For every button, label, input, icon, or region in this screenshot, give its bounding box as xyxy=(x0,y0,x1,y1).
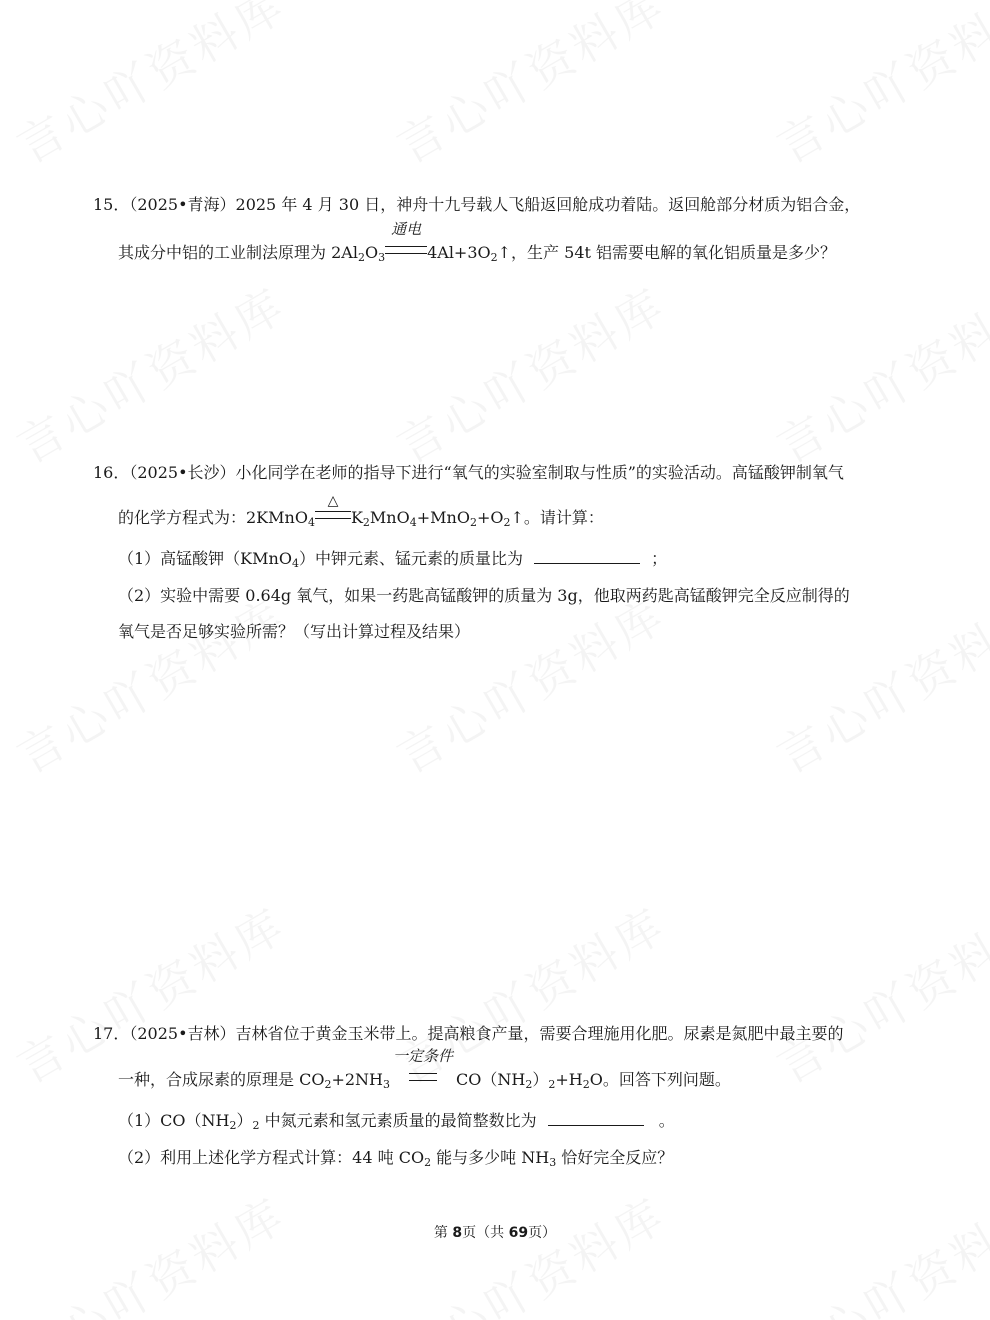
watermark xyxy=(384,269,677,476)
reaction-arrow xyxy=(315,493,351,530)
watermark xyxy=(4,579,297,786)
double-line-icon xyxy=(385,246,427,254)
watermark xyxy=(764,579,990,786)
q16-line2: 的化学方程式为：2KMnO$_4$ △ $K_2MnO_4+MnO_2+O_2↑$。请计算： xyxy=(118,506,604,530)
q17-line1: 17．（2025•吉林）吉林省位于黄金玉米带上。提高粮食产量，需要合理施用化肥。尿素是氮肥中最主要的 xyxy=(93,1024,844,1043)
q16-part1: （1）高锰酸钾（KMnO$_4$）中钾元素、锰元素的质量比为 ； xyxy=(118,549,668,570)
watermark xyxy=(764,889,990,1096)
watermark xyxy=(384,0,677,177)
watermark xyxy=(4,1179,297,1320)
page-number: 8 xyxy=(452,1225,463,1241)
reaction-condition: 通电 xyxy=(391,220,422,238)
watermark xyxy=(4,0,297,177)
q17-part2: （2）利用上述化学方程式计算：44 吨 $CO_2$ 能与多少吨 $NH_3$ 恰好完全反应？ xyxy=(118,1148,674,1169)
q16-part2-line2: 氧气是否足够实验所需？（写出计算过程及结果） xyxy=(118,622,471,641)
answer-blank[interactable] xyxy=(534,547,640,564)
watermark xyxy=(4,889,297,1096)
q17-line2: 一种，合成尿素的原理是 $CO_2+2NH_3$ 一定条件 $CO(NH_2)_2+H_2O$。回答下列问题。 xyxy=(118,1047,731,1091)
reaction-arrow xyxy=(385,220,427,265)
page-footer: 第 8页（共 69页） xyxy=(433,1225,557,1241)
watermark xyxy=(384,889,677,1096)
reaction-arrow xyxy=(390,1047,456,1092)
q15-line2: 其成分中铝的工业制法原理为 $2Al_2O_3$ 通电 $4Al+3O_2↑$，生产 54t 铝需要电解的氧化铝质量是多少？ xyxy=(118,220,837,264)
watermark xyxy=(384,579,677,786)
total-pages: 69 xyxy=(508,1225,529,1241)
watermark xyxy=(764,269,990,476)
double-line-icon xyxy=(315,511,351,519)
watermark xyxy=(764,1179,990,1320)
q16-line1: 16．（2025•长沙）小化同学在老师的指导下进行“氧气的实验室制取与性质”的实验活动。高锰酸钾制氧气 xyxy=(93,463,844,482)
answer-blank[interactable] xyxy=(548,1109,644,1126)
q15-line1: 15．（2025•青海）2025 年 4 月 30 日，神舟十九号载人飞船返回舱成功着陆。返回舱部分材质为铝合金， xyxy=(93,195,861,214)
heat-triangle-icon: △ xyxy=(327,493,339,509)
reaction-condition: 一定条件 xyxy=(392,1047,453,1065)
q16-part2-line1: （2）实验中需要 0.64g 氧气，如果一药匙高锰酸钾的质量为 3g，他取两药匙高锰酸钾完全反应制得的 xyxy=(118,586,850,605)
watermark xyxy=(384,1179,677,1320)
watermark xyxy=(4,269,297,476)
q17-part1: $(1)CO(NH_2)_2$ 中氮元素和氢元素质量的最简整数比为 。 xyxy=(118,1111,675,1132)
double-line-icon xyxy=(409,1073,437,1081)
watermark xyxy=(764,0,990,177)
